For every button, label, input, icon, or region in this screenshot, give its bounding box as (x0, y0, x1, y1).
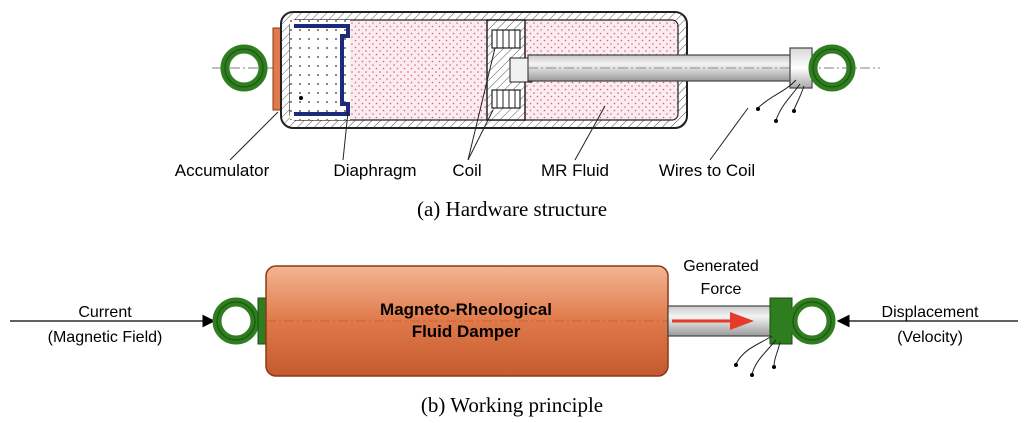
label-velocity: (Velocity) (897, 329, 963, 346)
label-force: Force (700, 281, 742, 298)
hardware-structure (175, 12, 880, 221)
damper-title-line2: Fluid Damper (411, 322, 521, 341)
label-current: Current (78, 304, 132, 321)
label-wires-to-coil: Wires to Coil (658, 161, 756, 180)
end-plate (273, 28, 281, 110)
label-displacement: Displacement (881, 304, 979, 321)
caption-b: (b) Working principle (420, 393, 604, 417)
right-eye-mount-b (793, 302, 831, 340)
label-accumulator: Accumulator (174, 161, 270, 180)
caption-a: (a) Hardware structure (416, 197, 608, 221)
piston-head (487, 20, 532, 120)
damper-title-line1: Magneto-Rheological (380, 300, 552, 319)
label-generated: Generated (683, 258, 759, 275)
coil-upper (492, 30, 520, 48)
working-principle (10, 258, 1018, 417)
left-eye-mount-b (217, 302, 255, 340)
label-magnetic-field: (Magnetic Field) (47, 329, 163, 346)
label-mr-fluid: MR Fluid (540, 161, 610, 180)
label-diaphragm: Diaphragm (333, 161, 417, 180)
coil-lower (492, 90, 520, 108)
label-coil: Coil (452, 161, 482, 180)
